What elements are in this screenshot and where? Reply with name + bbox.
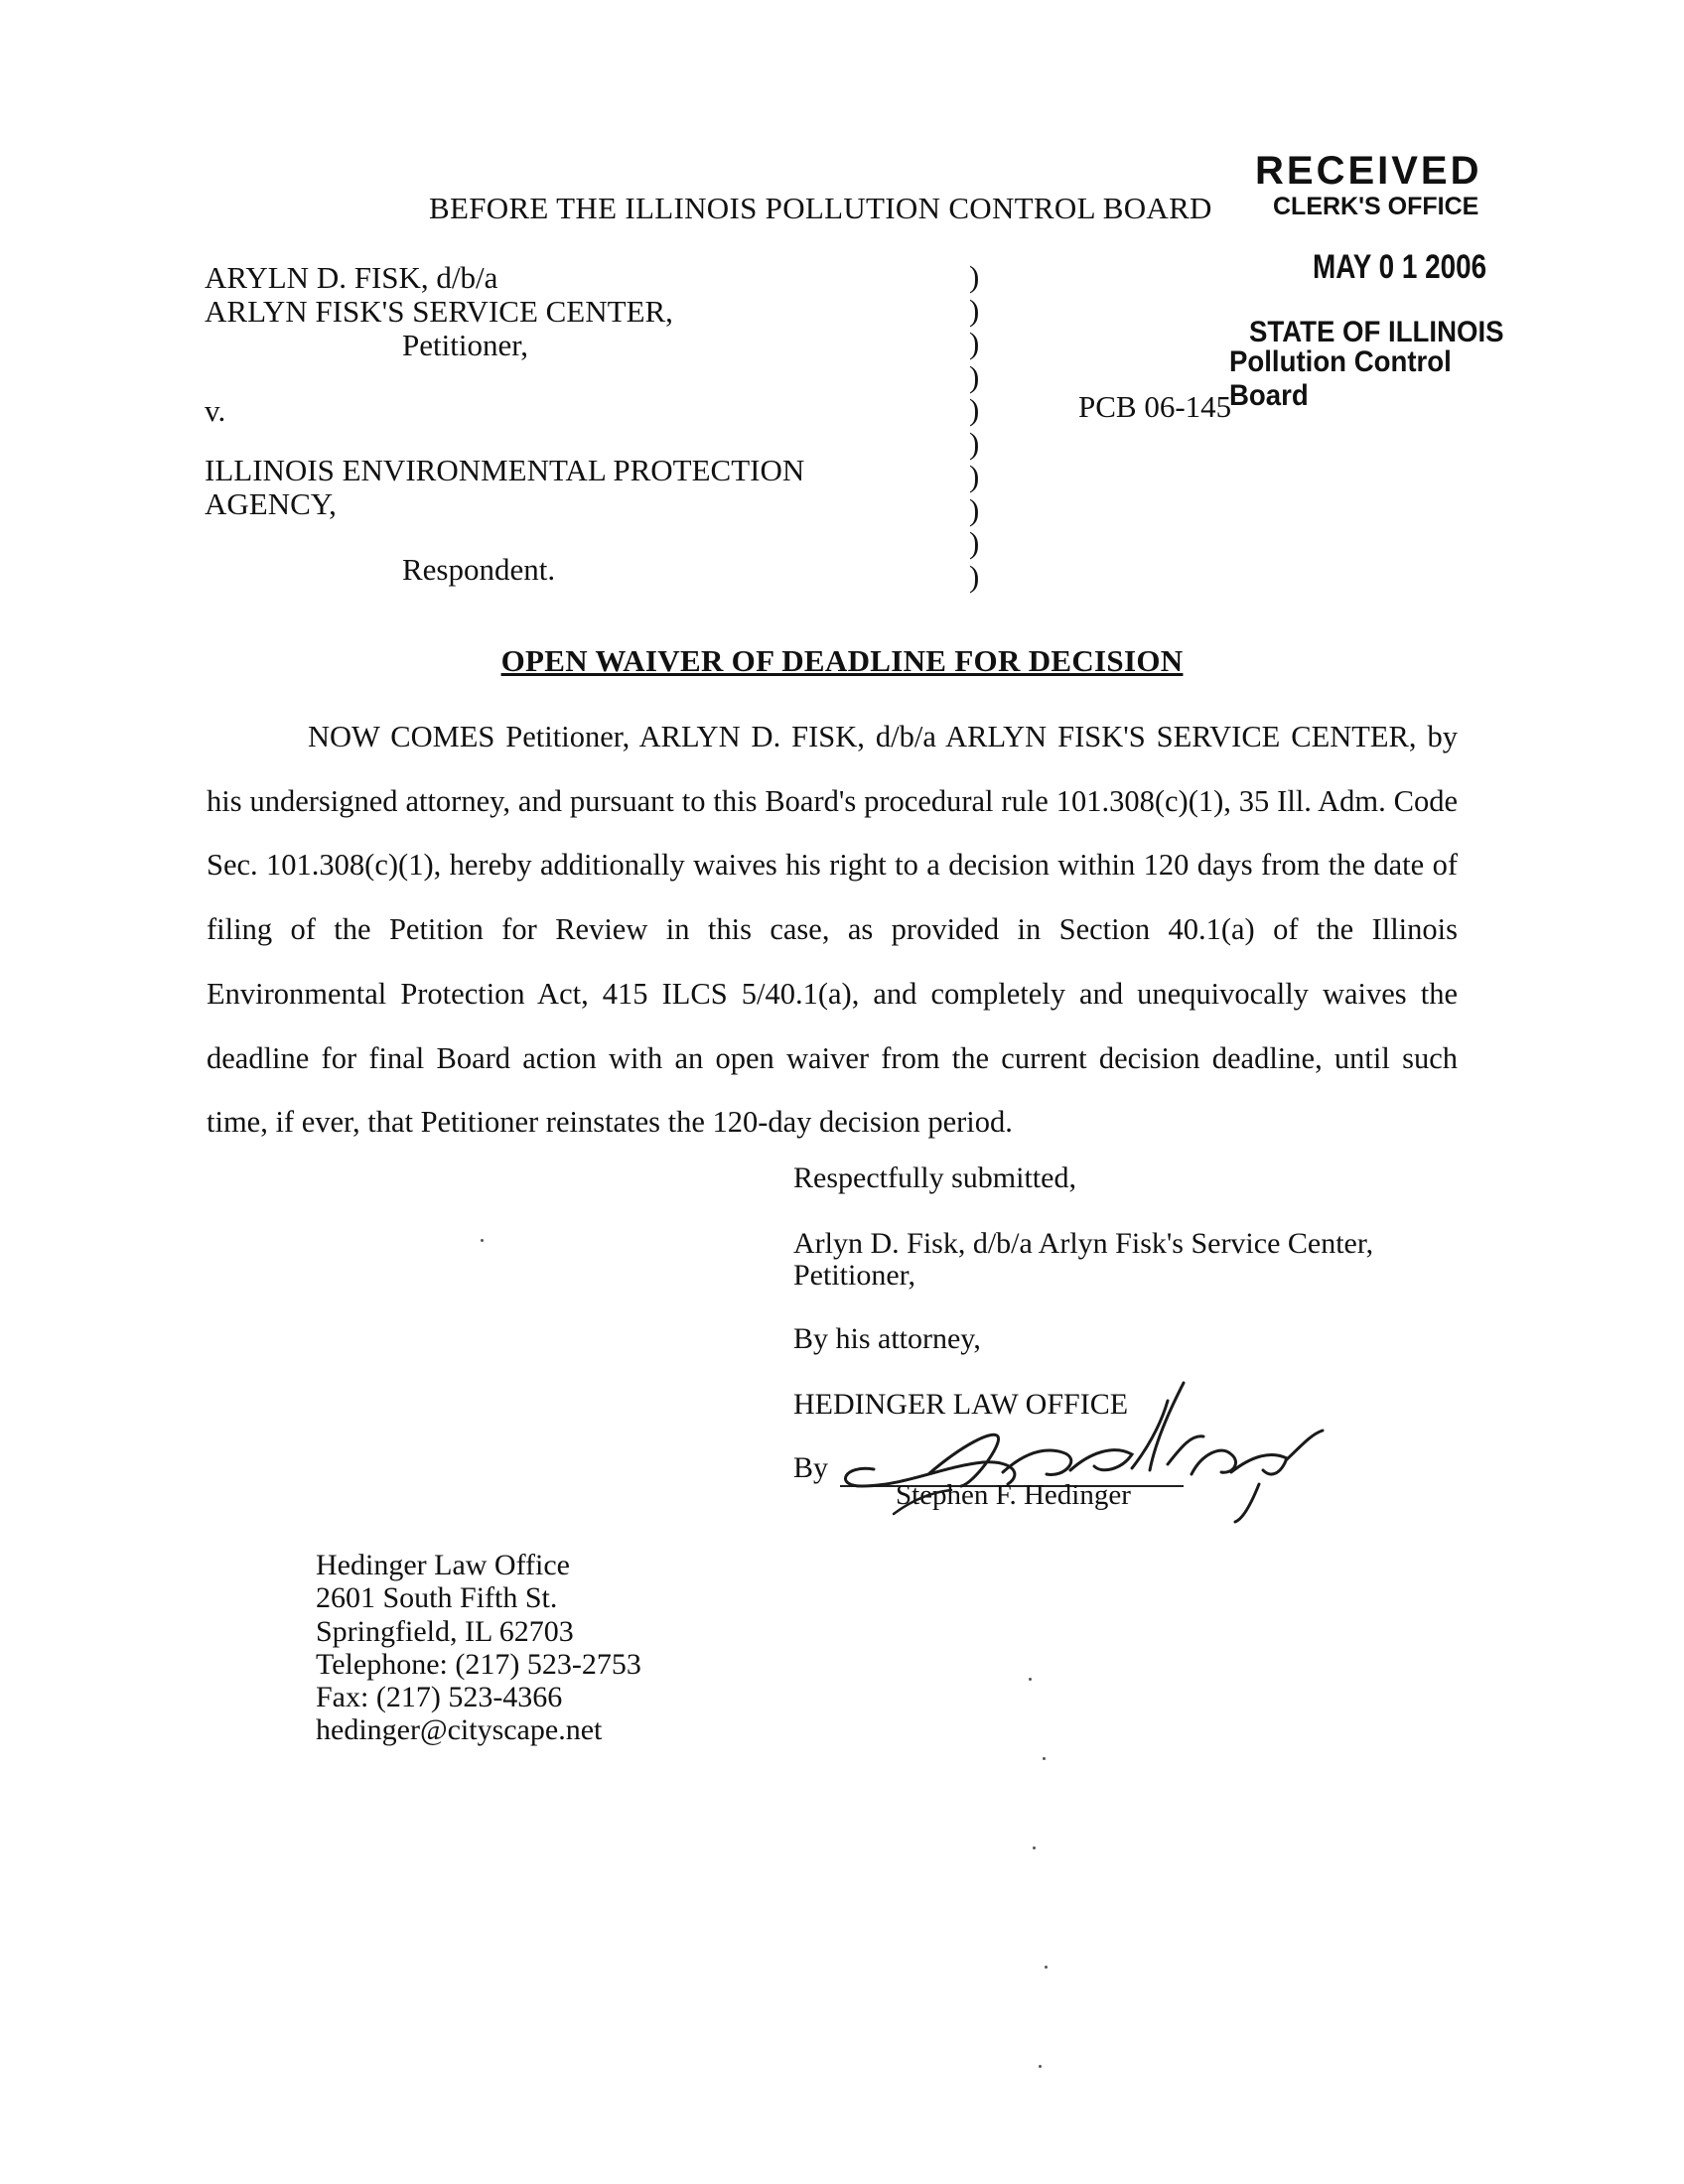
paren: ) xyxy=(969,558,980,594)
by-his-attorney: By his attorney, xyxy=(793,1322,981,1355)
stamp-board: Pollution Control Board xyxy=(1229,345,1452,412)
petitioner-business: ARLYN FISK'S SERVICE CENTER, xyxy=(205,294,673,329)
petitioner-role: Petitioner, xyxy=(402,328,529,362)
fax: Fax: (217) 523-4366 xyxy=(316,1681,563,1714)
by-label: By xyxy=(793,1451,829,1484)
respondent-name-cont: AGENCY, xyxy=(205,486,337,521)
versus: v. xyxy=(205,393,226,428)
stamp-clerks-office: CLERK'S OFFICE xyxy=(1273,193,1479,220)
paren: ) xyxy=(969,358,980,394)
paren: ) xyxy=(969,425,980,461)
scan-speck xyxy=(1043,1757,1046,1760)
handwritten-signature xyxy=(834,1375,1331,1524)
scan-speck xyxy=(1029,1678,1032,1681)
respondent-role: Respondent. xyxy=(402,552,556,587)
respondent-name: ILLINOIS ENVIRONMENTAL PROTECTION xyxy=(205,453,805,487)
caption-parentheses xyxy=(969,260,979,593)
paren: ) xyxy=(969,525,980,560)
signer-name: Stephen F. Hedinger xyxy=(896,1479,1131,1511)
paren: ) xyxy=(969,392,980,427)
city-state-zip: Springfield, IL 62703 xyxy=(316,1614,574,1648)
body-paragraph-container xyxy=(207,705,1458,1155)
scan-speck xyxy=(1045,1966,1048,1969)
party-line-2: Petitioner, xyxy=(793,1259,915,1292)
document-title: OPEN WAIVER OF DEADLINE FOR DECISION xyxy=(500,643,1184,678)
firm-name: Hedinger Law Office xyxy=(316,1549,570,1581)
scan-speck xyxy=(481,1239,484,1242)
law-firm-name: HEDINGER LAW OFFICE xyxy=(793,1388,1129,1421)
paren: ) xyxy=(969,459,980,493)
scan-speck xyxy=(1039,2065,1042,2068)
closing: Respectfully submitted, xyxy=(793,1161,1076,1194)
court-heading: BEFORE THE ILLINOIS POLLUTION CONTROL BOARD xyxy=(429,191,1212,225)
scan-speck xyxy=(1033,1846,1036,1849)
firm-address-block xyxy=(316,1549,641,1747)
stamp-date: MAY 0 1 2006 xyxy=(1313,248,1487,286)
party-line-1: Arlyn D. Fisk, d/b/a Arlyn Fisk's Service Center, xyxy=(793,1227,1374,1260)
stamp-received: RECEIVED xyxy=(1255,149,1482,193)
paren: ) xyxy=(969,292,980,328)
telephone: Telephone: (217) 523-2753 xyxy=(316,1647,641,1681)
received-stamp xyxy=(1229,149,1557,412)
body-paragraph: NOW COMES Petitioner, ARLYN D. FISK, d/b/a ARLYN FISK'S SERVICE CENTER, by his undersigned attorney, and pursuant to this Board's procedural rule 101.308(c)(1), 35 Ill. Adm. Code Sec. 101.308(c)(1), hereby additionally waives his right to a decision within 120 days from the date of filing of the Petition for Review in this case, as provided in Section 40.1(a) of the Illinois Environmental Protection Act, 415 ILCS 5/40.1(a), and completely and unequivocally waives the deadline for final Board action with an open waiver from the current decision deadline, until such time, if ever, that Petitioner reinstates the 120-day decision period. xyxy=(207,720,1458,1140)
street-address: 2601 South Fifth St. xyxy=(316,1581,558,1615)
email: hedinger@cityscape.net xyxy=(316,1713,603,1747)
stamp-state: STATE OF ILLINOIS xyxy=(1249,316,1504,348)
paren: ) xyxy=(969,326,980,360)
case-number: PCB 06-145 xyxy=(1078,389,1232,424)
paren: ) xyxy=(969,259,980,294)
petitioner-name: ARYLN D. FISK, d/b/a xyxy=(205,260,498,295)
paren: ) xyxy=(969,491,980,527)
